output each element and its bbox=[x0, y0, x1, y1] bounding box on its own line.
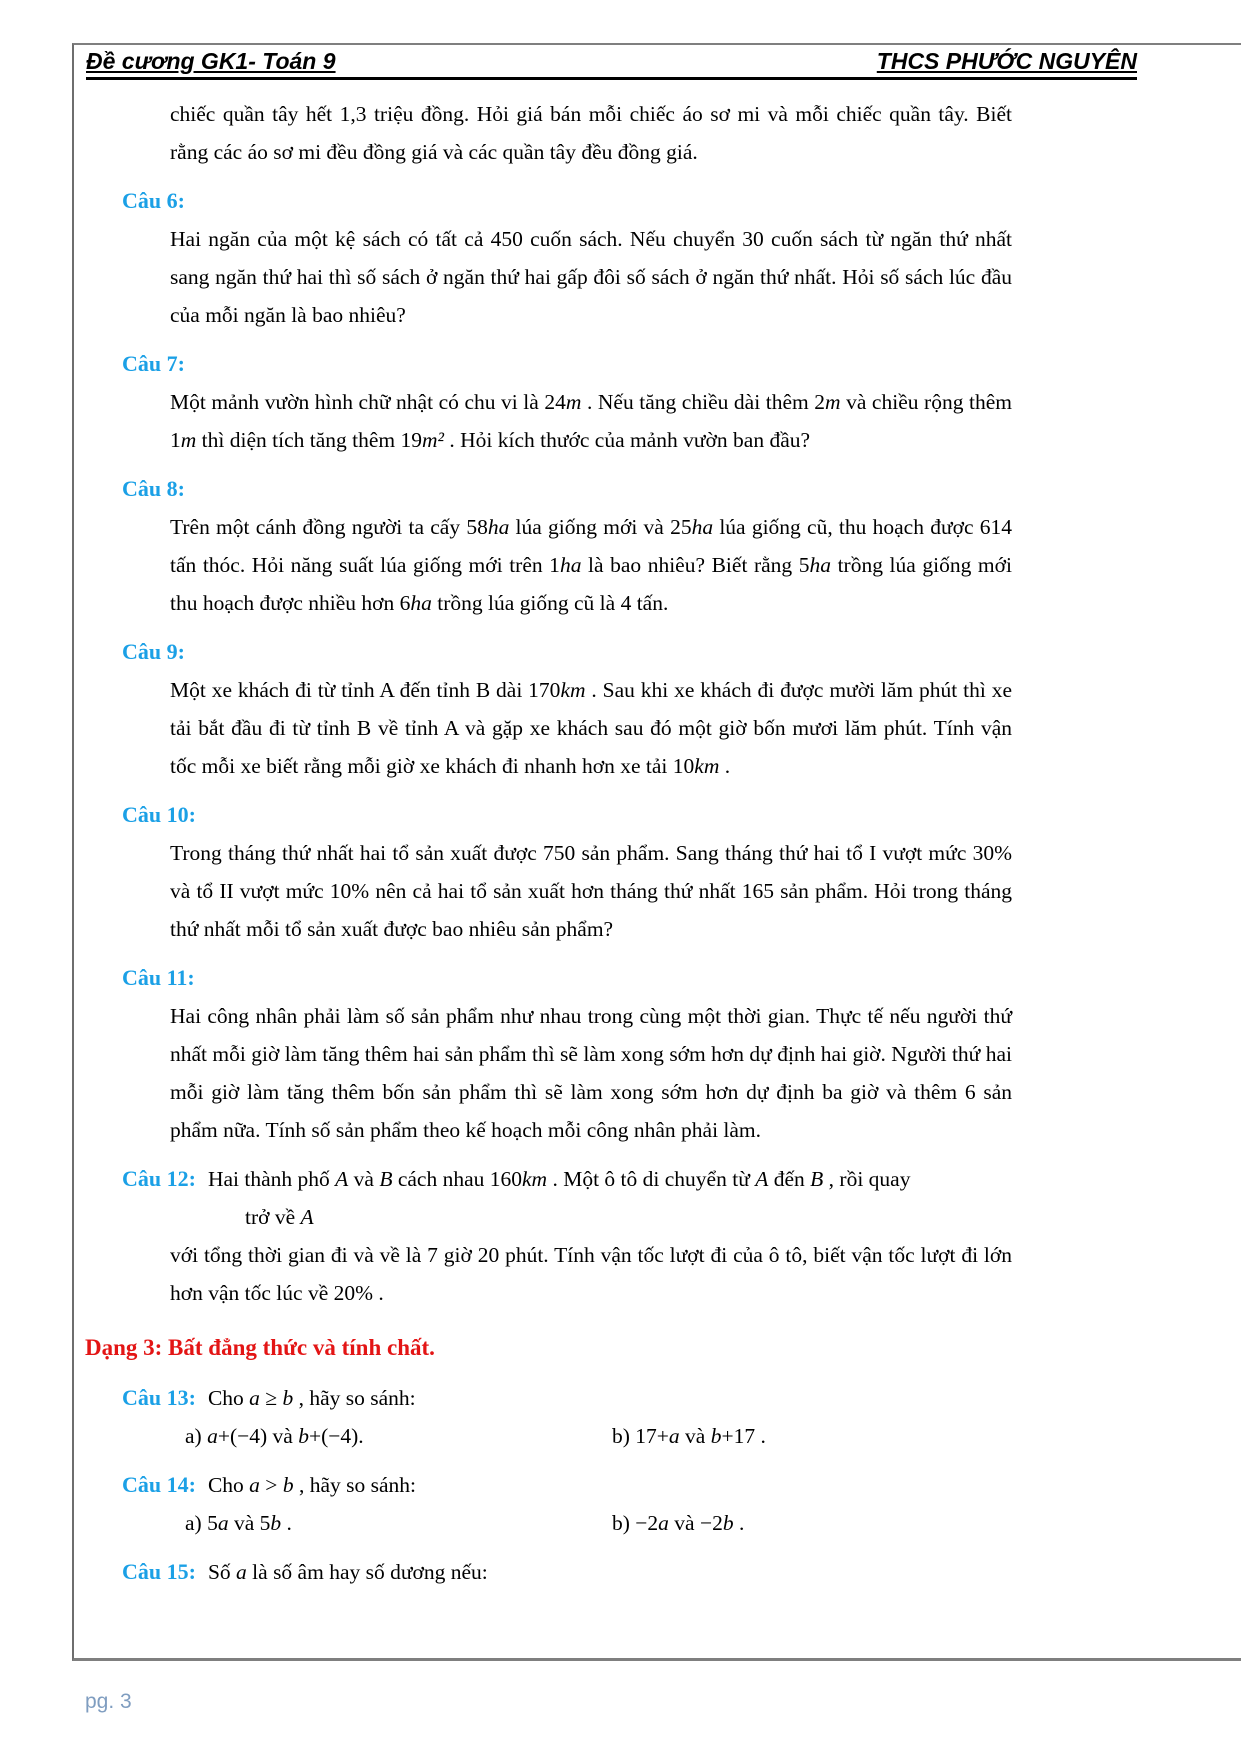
question-10 bbox=[122, 796, 1012, 948]
question-12-label: Câu 12: bbox=[122, 1166, 196, 1191]
question-6 bbox=[122, 182, 1012, 334]
question-10-body: Trong tháng thứ nhất hai tổ sản xuất được 750 sản phẩm. Sang tháng thứ hai tổ I vượt mức 30% và tổ II vượt mức 10% nên cả hai tổ sản xuất hơn tháng thứ nhất 165 sản phẩm. Hỏi trong tháng thứ nhất mỗi tổ sản xuất được bao nhiêu sản phẩm? bbox=[170, 841, 1012, 941]
question-13-intro-text: Cho a ≥ b , hãy so sánh: bbox=[207, 1386, 416, 1410]
question-9 bbox=[122, 633, 1012, 785]
question-9-label: Câu 9: bbox=[122, 639, 185, 664]
question-12-line-2: trở về A bbox=[245, 1205, 314, 1229]
page-header bbox=[86, 46, 1137, 80]
question-7-body: Một mảnh vườn hình chữ nhật có chu vi là 24m . Nếu tăng chiều dài thêm 2m và chiều rộng thêm 1m thì diện tích tăng thêm 19m² . Hỏi kích thước của mảnh vườn ban đầu? bbox=[170, 390, 1012, 452]
question-9-body: Một xe khách đi từ tỉnh A đến tỉnh B dài 170km . Sau khi xe khách đi được mười lăm phút thì xe tải bắt đầu đi từ tỉnh B về tỉnh A và gặp xe khách sau đó một giờ bốn mươi lăm phút. Tính vận tốc mỗi xe biết rằng mỗi giờ xe khách đi nhanh hơn xe tải 10km . bbox=[170, 678, 1013, 778]
page-border-box bbox=[72, 43, 1241, 1661]
question-8-body: Trên một cánh đồng người ta cấy 58ha lúa giống mới và 25ha lúa giống cũ, thu hoạch được 614 tấn thóc. Hỏi năng suất lúa giống mới trên 1ha là bao nhiêu? Biết rằng 5ha trồng lúa giống mới thu hoạch được nhiều hơn 6ha trồng lúa giống cũ là 4 tấn. bbox=[170, 515, 1012, 615]
question-13-items bbox=[185, 1417, 1012, 1455]
question-12-line-1 bbox=[122, 1160, 1012, 1198]
document-content bbox=[85, 95, 1013, 1591]
question-15-intro-line bbox=[122, 1553, 1012, 1591]
intro-paragraph: chiếc quần tây hết 1,3 triệu đồng. Hỏi giá bán mỗi chiếc áo sơ mi và mỗi chiếc quần tây. Biết rằng các áo sơ mi đều đồng giá và các quần tây đều đồng giá. bbox=[170, 102, 1012, 164]
question-13-label: Câu 13: bbox=[122, 1385, 196, 1410]
question-14-item-b: b) −2a và −2b . bbox=[612, 1511, 745, 1535]
question-15-intro-text: Số a là số âm hay số dương nếu: bbox=[207, 1560, 488, 1584]
question-14-intro-line bbox=[122, 1466, 1012, 1504]
question-14-item-a: a) 5a và 5b . bbox=[185, 1511, 292, 1535]
question-12-line-1-text: Hai thành phố A và B cách nhau 160km . Một ô tô di chuyển từ A đến B , rồi quay bbox=[207, 1167, 911, 1191]
header-title-right: THCS PHƯỚC NGUYÊN bbox=[876, 48, 1137, 74]
question-14-items bbox=[185, 1504, 1012, 1542]
question-8-label: Câu 8: bbox=[122, 476, 185, 501]
question-7 bbox=[122, 345, 1012, 459]
question-15 bbox=[122, 1553, 1012, 1591]
question-13-item-a: a) a+(−4) và b+(−4). bbox=[185, 1424, 364, 1448]
question-14-intro-text: Cho a > b , hãy so sánh: bbox=[207, 1473, 416, 1497]
question-15-label: Câu 15: bbox=[122, 1559, 196, 1584]
question-6-label: Câu 6: bbox=[122, 188, 185, 213]
question-11-label: Câu 11: bbox=[122, 965, 195, 990]
question-8 bbox=[122, 470, 1012, 622]
question-10-label: Câu 10: bbox=[122, 802, 196, 827]
section-heading-dang-3: Dạng 3: Bất đẳng thức và tính chất. bbox=[85, 1335, 435, 1360]
question-6-body: Hai ngăn của một kệ sách có tất cả 450 cuốn sách. Nếu chuyển 30 cuốn sách từ ngăn thứ nhất sang ngăn thứ hai thì số sách ở ngăn thứ hai gấp đôi số sách ở ngăn thứ nhất. Hỏi số sách lúc đầu của mỗi ngăn là bao nhiêu? bbox=[170, 227, 1012, 327]
page-number: pg. 3 bbox=[85, 1690, 132, 1713]
question-11 bbox=[122, 959, 1012, 1149]
question-14-label: Câu 14: bbox=[122, 1472, 196, 1497]
question-7-label: Câu 7: bbox=[122, 351, 185, 376]
question-13 bbox=[122, 1379, 1012, 1455]
header-title-left: Đề cương GK1- Toán 9 bbox=[86, 48, 336, 74]
question-13-intro-line bbox=[122, 1379, 1012, 1417]
question-11-body: Hai công nhân phải làm số sản phẩm như nhau trong cùng một thời gian. Thực tế nếu người thứ nhất mỗi giờ làm tăng thêm hai sản phẩm thì sẽ làm xong sớm hơn dự định hai giờ. Người thứ hai mỗi giờ làm tăng thêm bốn sản phẩm thì sẽ làm xong sớm hơn dự định ba giờ và thêm 6 sản phẩm nữa. Tính số sản phẩm theo kế hoạch mỗi công nhân phải làm. bbox=[170, 1004, 1012, 1142]
question-14 bbox=[122, 1466, 1012, 1542]
question-13-item-b: b) 17+a và b+17 . bbox=[612, 1424, 766, 1448]
question-12-line-3: với tổng thời gian đi và về là 7 giờ 20 phút. Tính vận tốc lượt đi của ô tô, biết vận tốc lượt đi lớn hơn vận tốc lúc về 20% . bbox=[170, 1243, 1012, 1305]
question-12 bbox=[122, 1160, 1012, 1312]
